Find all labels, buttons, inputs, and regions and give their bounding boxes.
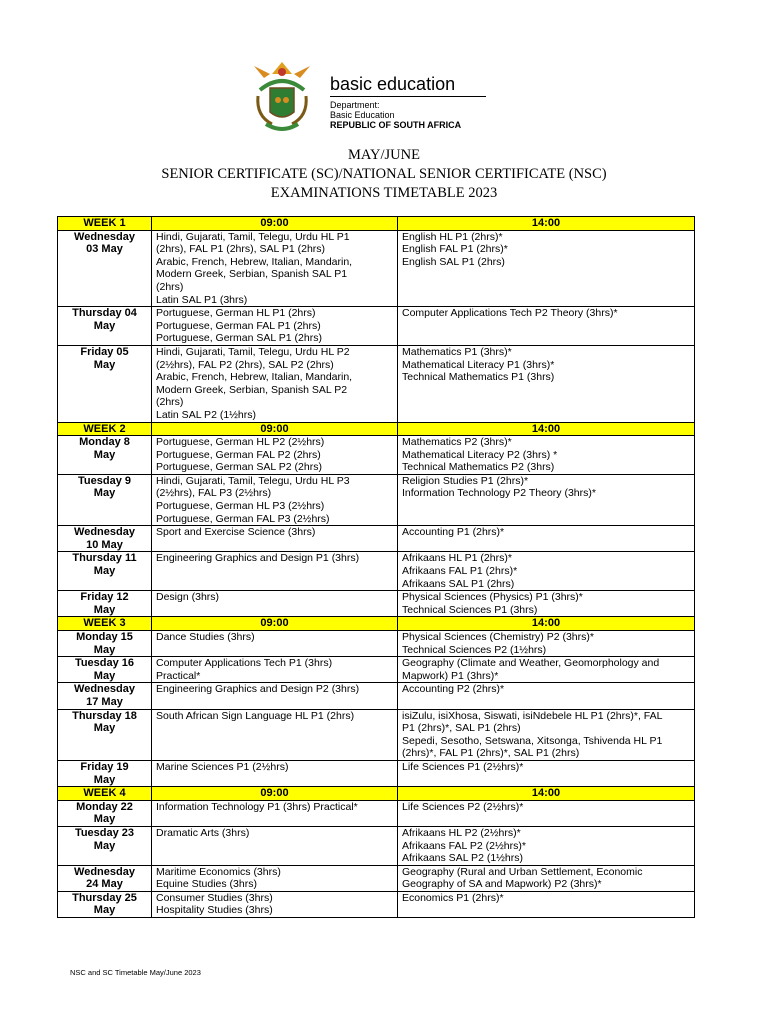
exam-entry-line: Equine Studies (3hrs) [156, 878, 257, 891]
exam-date-cell [58, 552, 152, 591]
exam-entry-line: (2hrs), FAL P1 (2hrs), SAL P1 (2hrs) [156, 243, 326, 256]
exam-entry-line: Mathematics P2 (3hrs)* [402, 436, 512, 449]
exam-entry-line: Technical Sciences P1 (3hrs) [402, 603, 538, 616]
afternoon-exams-cell [398, 552, 695, 591]
exam-entry-line: English FAL P1 (2hrs)* [402, 243, 508, 256]
exam-date-line: 03 May [86, 243, 123, 256]
exam-day-row [58, 865, 695, 891]
title-line: MAY/JUNE [348, 147, 420, 163]
exam-date-line: May [93, 448, 116, 461]
exam-entry-line: Physical Sciences (Chemistry) P2 (3hrs)* [402, 631, 594, 643]
exam-entry-line: Mathematical Literacy P2 (3hrs) * [402, 448, 558, 461]
exam-day-row [58, 474, 695, 525]
exam-entry-line: Latin SAL P1 (3hrs) [156, 293, 248, 306]
morning-exams-cell [152, 760, 398, 786]
exam-entry-line: Geography (Climate and Weather, Geomorphology and [402, 657, 660, 670]
exam-entry-line: Portuguese, German HL P3 (2½hrs) [156, 500, 325, 513]
brand-name: basic education [330, 74, 456, 94]
exam-entry-line: Consumer Studies (3hrs) [156, 891, 273, 904]
morning-exams-cell [152, 800, 398, 826]
afternoon-exams-cell [398, 760, 695, 786]
morning-exams-cell [152, 657, 398, 683]
week-label: WEEK 2 [58, 422, 152, 436]
morning-exams-cell [152, 345, 398, 422]
exam-entry-line: Accounting P2 (2hrs)* [402, 683, 505, 696]
exam-date-line: May [93, 813, 116, 826]
afternoon-session-header: 14:00 [398, 217, 695, 231]
exam-date-cell [58, 760, 152, 786]
afternoon-exams-cell [398, 345, 695, 422]
afternoon-exams-cell [398, 631, 695, 657]
exam-entry-line: Engineering Graphics and Design P2 (3hrs) [156, 683, 360, 696]
exam-entry-line: Hospitality Studies (3hrs) [156, 904, 273, 917]
exam-entry-line: Hindi, Gujarati, Tamil, Telegu, Urdu HL P2 [156, 345, 350, 358]
exam-entry-line: Geography of SA and Mapwork) P2 (3hrs)* [402, 878, 602, 891]
exam-date-line: Wednesday [74, 865, 135, 878]
exam-date-line: Friday 05 [80, 345, 129, 358]
exam-date-line: May [93, 904, 116, 917]
exam-entry-line: Afrikaans HL P2 (2½hrs)* [402, 826, 521, 839]
exam-date-line: May [93, 839, 116, 852]
exam-entry-line: Dramatic Arts (3hrs) [156, 826, 250, 839]
exam-day-row [58, 683, 695, 709]
morning-exams-cell [152, 683, 398, 709]
afternoon-session-header: 14:00 [398, 617, 695, 631]
exam-entry-line: English HL P1 (2hrs)* [402, 230, 503, 243]
exam-date-line: Friday 19 [80, 760, 129, 773]
exam-entry-line: Portuguese, German FAL P2 (2hrs) [156, 448, 321, 461]
exam-day-row [58, 436, 695, 475]
morning-exams-cell [152, 826, 398, 865]
exam-date-line: Thursday 04 [72, 307, 137, 320]
exam-entry-line: Economics P1 (2hrs)* [402, 891, 504, 904]
exam-date-cell [58, 526, 152, 552]
afternoon-exams-cell [398, 826, 695, 865]
afternoon-exams-cell [398, 657, 695, 683]
exam-date-line: Wednesday [74, 230, 135, 243]
exam-date-line: Tuesday 16 [74, 657, 135, 670]
exam-day-row [58, 345, 695, 422]
morning-exams-cell [152, 474, 398, 525]
exam-entry-line: Mathematics P1 (3hrs)* [402, 345, 512, 358]
exam-date-line: May [93, 669, 116, 682]
afternoon-exams-cell [398, 436, 695, 475]
country-name: REPUBLIC OF SOUTH AFRICA [330, 120, 462, 130]
exam-date-line: Wednesday [74, 526, 135, 539]
afternoon-exams-cell [398, 800, 695, 826]
page-footer: NSC and SC Timetable May/June 2023 [70, 968, 201, 977]
department-brand [330, 74, 486, 130]
exam-entry-line: (2hrs) [156, 396, 184, 409]
exam-entry-line: Marine Sciences P1 (2½hrs) [156, 760, 289, 773]
afternoon-exams-cell [398, 526, 695, 552]
afternoon-exams-cell [398, 891, 695, 917]
exam-entry-line: (2½hrs), FAL P2 (2hrs), SAL P2 (2hrs) [156, 358, 334, 371]
morning-session-header: 09:00 [152, 217, 398, 231]
exam-entry-line: Modern Greek, Serbian, Spanish SAL P1 [156, 268, 348, 281]
exam-entry-line: Dance Studies (3hrs) [156, 631, 255, 643]
exam-entry-line: Technical Mathematics P1 (3hrs) [402, 371, 555, 384]
week-label: WEEK 3 [58, 617, 152, 631]
exam-date-line: 24 May [86, 878, 123, 891]
exam-entry-line: Sepedi, Sesotho, Setswana, Xitsonga, Tshivenda HL P1 [402, 734, 663, 747]
exam-day-row [58, 800, 695, 826]
exam-date-cell [58, 307, 152, 346]
exam-entry-line: Computer Applications Tech P1 (3hrs) [156, 657, 333, 670]
exam-entry-line: Computer Applications Tech P2 Theory (3hrs)* [402, 307, 618, 320]
week-header-row [58, 217, 695, 231]
week-label: WEEK 4 [58, 787, 152, 801]
exam-entry-line: Practical* [156, 669, 201, 682]
exam-entry-line: Technical Mathematics P2 (3hrs) [402, 461, 555, 474]
exam-date-line: May [93, 773, 116, 786]
exam-date-line: Thursday 18 [72, 709, 137, 722]
exam-entry-line: Maritime Economics (3hrs) [156, 865, 281, 878]
afternoon-exams-cell [398, 591, 695, 617]
exam-date-line: Thursday 25 [72, 891, 137, 904]
week-header-row [58, 787, 695, 801]
title-line: SENIOR CERTIFICATE (SC)/NATIONAL SENIOR CERTIFICATE (NSC) [161, 166, 607, 182]
exam-day-row [58, 230, 695, 307]
exam-entry-line: Information Technology P1 (3hrs) Practical* [156, 800, 358, 813]
exam-date-cell [58, 826, 152, 865]
exam-entry-line: Arabic, French, Hebrew, Italian, Mandarin, [156, 255, 353, 268]
exam-entry-line: Design (3hrs) [156, 591, 220, 604]
week-header-row [58, 617, 695, 631]
exam-entry-line: Hindi, Gujarati, Tamil, Telegu, Urdu HL P1 [156, 230, 350, 243]
exam-entry-line: (2hrs) [156, 280, 184, 293]
brand-divider [330, 96, 486, 97]
exam-date-line: Monday 15 [76, 631, 133, 643]
exam-date-cell [58, 865, 152, 891]
morning-exams-cell [152, 631, 398, 657]
exam-date-line: 17 May [86, 695, 123, 708]
exam-entry-line: Portuguese, German SAL P1 (2hrs) [156, 332, 322, 345]
afternoon-session-header: 14:00 [398, 787, 695, 801]
exam-entry-line: isiZulu, isiXhosa, Siswati, isiNdebele HL P1 (2hrs)*, FAL [402, 709, 663, 722]
exam-entry-line: Afrikaans FAL P2 (2½hrs)* [402, 839, 526, 852]
week-header-row [58, 422, 695, 436]
timetable-body [58, 217, 695, 918]
coat-of-arms-icon [250, 60, 314, 136]
department-header [250, 60, 500, 140]
afternoon-exams-cell [398, 474, 695, 525]
exam-date-cell [58, 230, 152, 307]
exam-entry-line: Afrikaans SAL P1 (2hrs) [402, 577, 515, 590]
exam-entry-line: Afrikaans FAL P1 (2hrs)* [402, 565, 518, 578]
exam-date-line: Friday 12 [80, 591, 129, 604]
exam-date-line: May [93, 565, 116, 578]
exam-entry-line: Mathematical Literacy P1 (3hrs)* [402, 358, 555, 371]
afternoon-exams-cell [398, 683, 695, 709]
exam-entry-line: Life Sciences P2 (2½hrs)* [402, 800, 524, 813]
exam-timetable [57, 216, 695, 918]
exam-entry-line: Religion Studies P1 (2hrs)* [402, 474, 529, 487]
exam-entry-line: Portuguese, German HL P1 (2hrs) [156, 307, 316, 320]
exam-entry-line: Portuguese, German FAL P3 (2½hrs) [156, 512, 330, 525]
exam-date-cell [58, 891, 152, 917]
exam-entry-line: Sport and Exercise Science (3hrs) [156, 526, 316, 539]
exam-date-line: Tuesday 23 [74, 826, 135, 839]
exam-entry-line: Technical Sciences P2 (1½hrs) [402, 643, 547, 656]
exam-entry-line: Latin SAL P2 (1½hrs) [156, 408, 256, 421]
exam-entry-line: Hindi, Gujarati, Tamil, Telegu, Urdu HL P3 [156, 474, 350, 487]
exam-entry-line: Physical Sciences (Physics) P1 (3hrs)* [402, 591, 583, 604]
exam-date-line: Monday 22 [76, 800, 133, 813]
exam-entry-line: Information Technology P2 Theory (3hrs)* [402, 487, 596, 500]
exam-date-cell [58, 591, 152, 617]
exam-date-cell [58, 800, 152, 826]
exam-date-line: 10 May [86, 538, 123, 551]
exam-entry-line: Portuguese, German SAL P2 (2hrs) [156, 461, 322, 474]
exam-entry-line: Portuguese, German HL P2 (2½hrs) [156, 436, 325, 449]
exam-entry-line: P1 (2hrs)*, SAL P1 (2hrs) [402, 722, 521, 735]
morning-exams-cell [152, 307, 398, 346]
morning-exams-cell [152, 436, 398, 475]
department-label: Department: [330, 100, 380, 110]
exam-date-line: Monday 8 [79, 436, 130, 449]
exam-entry-line: Life Sciences P1 (2½hrs)* [402, 760, 524, 773]
afternoon-exams-cell [398, 307, 695, 346]
exam-date-line: May [93, 643, 116, 656]
exam-entry-line: (2½hrs), FAL P3 (2½hrs) [156, 487, 272, 500]
morning-exams-cell [152, 709, 398, 760]
exam-date-cell [58, 709, 152, 760]
exam-day-row [58, 826, 695, 865]
exam-entry-line: Afrikaans HL P1 (2hrs)* [402, 552, 512, 565]
morning-session-header: 09:00 [152, 787, 398, 801]
exam-day-row [58, 631, 695, 657]
exam-entry-line: English SAL P1 (2hrs) [402, 255, 505, 268]
exam-date-line: May [93, 358, 116, 371]
exam-date-line: May [93, 603, 116, 616]
exam-day-row [58, 552, 695, 591]
exam-entry-line: Engineering Graphics and Design P1 (3hrs) [156, 552, 360, 565]
exam-day-row [58, 307, 695, 346]
morning-exams-cell [152, 230, 398, 307]
exam-date-cell [58, 631, 152, 657]
exam-entry-line: Mapwork) P1 (3hrs)* [402, 669, 499, 682]
exam-entry-line: South African Sign Language HL P1 (2hrs) [156, 709, 355, 722]
exam-date-line: May [93, 722, 116, 735]
exam-entry-line: Accounting P1 (2hrs)* [402, 526, 505, 539]
morning-exams-cell [152, 552, 398, 591]
exam-date-cell [58, 657, 152, 683]
exam-day-row [58, 760, 695, 786]
morning-exams-cell [152, 591, 398, 617]
exam-day-row [58, 709, 695, 760]
morning-session-header: 09:00 [152, 617, 398, 631]
afternoon-exams-cell [398, 709, 695, 760]
exam-entry-line: (2hrs)*, FAL P1 (2hrs)*, SAL P1 (2hrs) [402, 747, 580, 760]
exam-date-line: Thursday 11 [72, 552, 137, 565]
morning-exams-cell [152, 865, 398, 891]
exam-day-row [58, 591, 695, 617]
exam-day-row [58, 657, 695, 683]
exam-date-line: Wednesday [74, 683, 135, 696]
exam-date-cell [58, 474, 152, 525]
exam-entry-line: Afrikaans SAL P2 (1½hrs) [402, 852, 523, 865]
afternoon-session-header: 14:00 [398, 422, 695, 436]
exam-date-line: May [93, 319, 116, 332]
morning-exams-cell [152, 891, 398, 917]
morning-session-header: 09:00 [152, 422, 398, 436]
exam-date-cell [58, 436, 152, 475]
exam-entry-line: Arabic, French, Hebrew, Italian, Mandarin, [156, 371, 353, 384]
afternoon-exams-cell [398, 230, 695, 307]
exam-day-row [58, 526, 695, 552]
department-name: Basic Education [330, 110, 395, 120]
exam-date-cell [58, 345, 152, 422]
exam-entry-line: Geography (Rural and Urban Settlement, Economic [402, 865, 643, 878]
exam-date-cell [58, 683, 152, 709]
exam-entry-line: Portuguese, German FAL P1 (2hrs) [156, 319, 321, 332]
document-title [0, 146, 768, 203]
exam-date-line: May [93, 487, 116, 500]
exam-entry-line: Modern Greek, Serbian, Spanish SAL P2 [156, 383, 348, 396]
exam-date-line: Tuesday 9 [78, 474, 131, 487]
week-label: WEEK 1 [58, 217, 152, 231]
afternoon-exams-cell [398, 865, 695, 891]
morning-exams-cell [152, 526, 398, 552]
title-line: EXAMINATIONS TIMETABLE 2023 [270, 185, 498, 201]
exam-day-row [58, 891, 695, 917]
